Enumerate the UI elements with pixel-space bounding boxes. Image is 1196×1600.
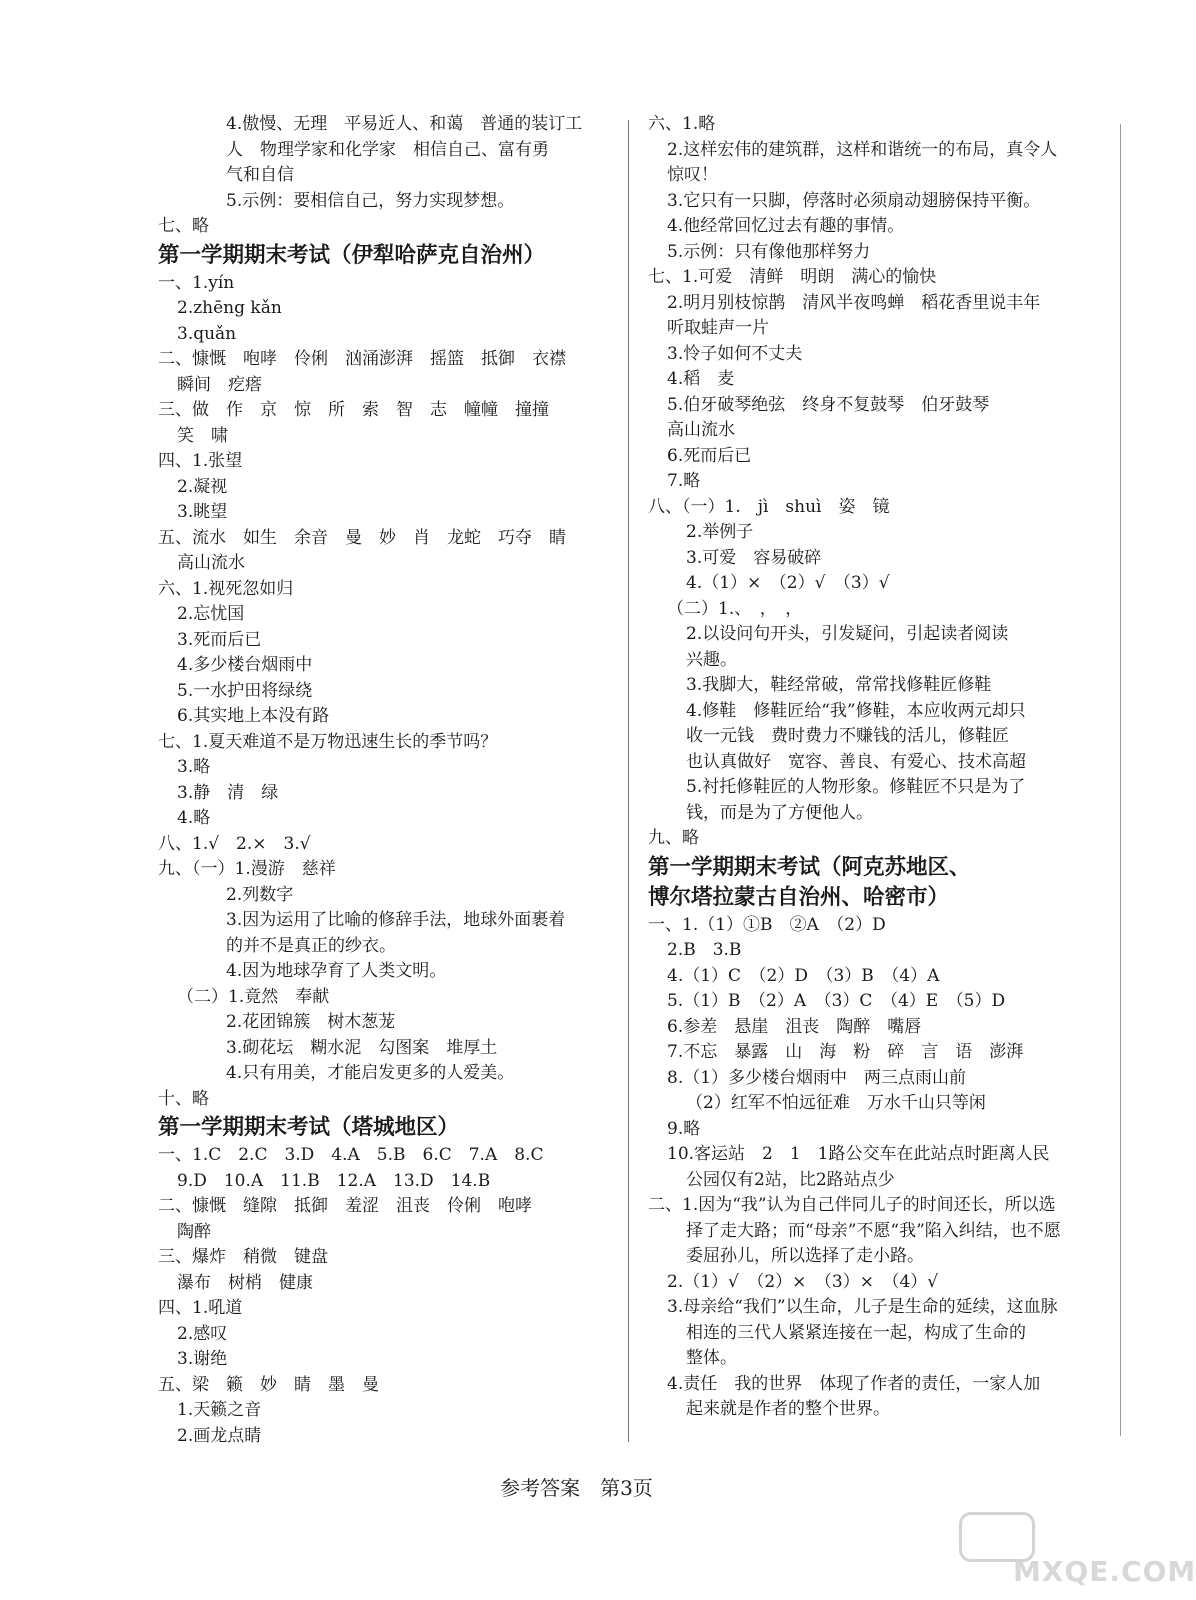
answer-line: 3.略 xyxy=(177,757,211,777)
answer-line: （二）1.、 ， ， xyxy=(667,598,803,619)
answer-line: 六、1.略 xyxy=(648,114,716,134)
answer-line: 五、梁 籁 妙 睛 墨 曼 xyxy=(158,1374,379,1395)
answer-line: 惊叹！ xyxy=(667,165,718,185)
answer-line: 五、流水 如生 余音 曼 妙 肖 龙蛇 巧夺 睛 xyxy=(158,527,566,548)
answer-line: 3.它只有一只脚，停落时必须扇动翅膀保持平衡。 xyxy=(667,190,1041,211)
answer-line: 2.B 3.B xyxy=(667,940,742,960)
answer-line: 也认真做好 宽容、善良、有爱心、技术高超 xyxy=(686,751,1026,772)
answer-line: 听取蛙声一片 xyxy=(667,318,769,338)
answer-line: 8.（1）多少楼台烟雨中 两三点雨山前 xyxy=(667,1067,967,1088)
answer-line: 九、略 xyxy=(648,828,699,848)
answer-line: 收一元钱 费时费力不赚钱的活儿，修鞋匠 xyxy=(686,726,1009,746)
answer-line: 4.只有用美，才能启发更多的人爱美。 xyxy=(226,1063,515,1083)
section-heading: 第一学期期末考试（塔城地区） xyxy=(158,1115,460,1140)
answer-line: 整体。 xyxy=(686,1348,737,1368)
answer-line: 瞬间 疙瘩 xyxy=(177,374,262,395)
answer-line: 兴趣。 xyxy=(686,649,737,670)
answer-line: 6.其实地上本没有路 xyxy=(177,706,330,726)
section-heading: 第一学期期末考试（阿克苏地区、 xyxy=(648,854,971,880)
answer-line: 陶醉 xyxy=(177,1221,211,1242)
section-heading: 博尔塔拉蒙古自治州、哈密市） xyxy=(648,884,950,910)
answer-line: 三、做 作 京 惊 所 索 智 志 幢幢 撞撞 xyxy=(158,400,549,420)
answer-line: 10.客运站 2 1 1路公交车在此站点时距离人民 xyxy=(667,1144,1050,1164)
answer-line: 3.眺望 xyxy=(177,502,228,522)
answer-line: 2.明月别枝惊鹊 清风半夜鸣蝉 稻花香里说丰年 xyxy=(667,292,1041,313)
answer-line: 公园仅有2站，比2路站点少 xyxy=(686,1169,895,1190)
answer-line: 7.略 xyxy=(667,471,701,491)
answer-line: 5.衬托修鞋匠的人物形象。修鞋匠不只是为了 xyxy=(686,777,1026,797)
answer-line: 5.示例：只有像他那样努力 xyxy=(667,241,871,262)
answer-line: 起来就是作者的整个世界。 xyxy=(686,1399,890,1419)
answer-line: 七、1.可爱 清鲜 明朗 满心的愉快 xyxy=(648,267,937,287)
answer-line: 6.死而后已 xyxy=(667,445,752,466)
answer-line: 三、爆炸 稍微 键盘 xyxy=(158,1247,328,1267)
right-column xyxy=(648,112,1108,1423)
answer-line: 2.花团锦簇 树木葱茏 xyxy=(226,1012,396,1032)
answer-line: 四、1.吼道 xyxy=(158,1298,243,1318)
answer-line: 3.quǎn xyxy=(177,323,237,344)
answer-line: 6.参差 悬崖 沮丧 陶醉 嘴唇 xyxy=(667,1016,922,1037)
answer-line: 4.因为地球孕育了人类文明。 xyxy=(226,961,447,981)
answer-line: 钱，而是为了方便他人。 xyxy=(686,802,873,823)
answer-line: 一、1.C 2.C 3.D 4.A 5.B 6.C 7.A 8.C xyxy=(158,1145,544,1165)
answer-line: 5.（1）B （2）A （3）C （4）E （5）D xyxy=(667,991,1006,1011)
answer-line: 4.傲慢、无理 平易近人、和蔼 普通的装订工 xyxy=(226,114,583,134)
answer-line: 4.（1）C （2）D （3）B （4）A xyxy=(667,965,940,986)
answer-line: 一、1.yín xyxy=(158,272,235,293)
answer-line: 7.不忘 暴露 山 海 粉 碎 言 语 澎湃 xyxy=(667,1042,1024,1062)
watermark-logo xyxy=(953,1508,1196,1590)
answer-line: 六、1.视死忽如归 xyxy=(158,578,294,599)
answer-line: 八、（一）1. jì shuì 姿 镜 xyxy=(648,496,890,517)
answer-line: 高山流水 xyxy=(177,553,245,573)
column-divider xyxy=(628,120,629,1442)
answer-line: 一、1.（1）①B ②A （2）D xyxy=(648,914,886,935)
answer-line: 二、慷慨 缝隙 抵御 羞涩 沮丧 伶俐 咆哮 xyxy=(158,1196,532,1216)
answer-line: 4.略 xyxy=(177,808,211,828)
answer-line: 气和自信 xyxy=(226,165,294,185)
answer-line: 委屈孙儿，所以选择了走小路。 xyxy=(686,1246,924,1266)
watermark-text: MXQE.COM xyxy=(1013,1555,1196,1588)
answer-line: 笑 啸 xyxy=(177,425,228,446)
answer-line: 2.凝视 xyxy=(177,476,228,497)
answer-line: 1.天籁之音 xyxy=(177,1400,262,1420)
answer-line: 2.举例子 xyxy=(686,522,754,542)
answer-line: 3.静 清 绿 xyxy=(177,782,279,803)
right-border-line xyxy=(1120,124,1121,1436)
answer-line: 3.我脚大，鞋经常破，常常找修鞋匠修鞋 xyxy=(686,675,992,695)
answer-line: 七、略 xyxy=(158,216,209,236)
answer-line: 3.可爱 容易破碎 xyxy=(686,547,822,568)
answer-line: 四、1.张望 xyxy=(158,451,243,471)
left-column xyxy=(158,112,620,1449)
answer-line: 4.稻 麦 xyxy=(667,369,735,389)
answer-line: （二）1.竟然 奉献 xyxy=(177,986,330,1007)
answer-line: 3.死而后已 xyxy=(177,629,262,650)
answer-line: 相连的三代人紧紧连接在一起，构成了生命的 xyxy=(686,1322,1026,1343)
answer-line: 九、（一）1.漫游 慈祥 xyxy=(158,859,336,879)
answer-line: 高山流水 xyxy=(667,420,735,440)
answer-line: 3.因为运用了比喻的修辞手法，地球外面裹着 xyxy=(226,910,566,930)
answer-line: 3.谢绝 xyxy=(177,1349,228,1369)
answer-line: 的并不是真正的纱衣。 xyxy=(226,935,396,956)
answer-line: 9.D 10.A 11.B 12.A 13.D 14.B xyxy=(177,1170,491,1191)
answer-line: 4.责任 我的世界 体现了作者的责任，一家人加 xyxy=(667,1373,1041,1394)
answer-line: 十、略 xyxy=(158,1088,209,1109)
answer-line: 二、1.因为“我”认为自己伴同儿子的时间还长，所以选 xyxy=(648,1195,1056,1215)
answer-line: 5.伯牙破琴绝弦 终身不复鼓琴 伯牙鼓琴 xyxy=(667,394,990,415)
answer-line: 2.列数字 xyxy=(226,884,294,905)
answer-line: 3.砌花坛 糊水泥 勾图案 堆厚土 xyxy=(226,1037,498,1058)
answer-line: 9.略 xyxy=(667,1118,701,1139)
answer-line: 2.忘忧国 xyxy=(177,604,245,624)
answer-line: 4.多少楼台烟雨中 xyxy=(177,655,313,675)
answer-line: 二、慷慨 咆哮 伶俐 汹涌澎湃 摇篮 抵御 衣襟 xyxy=(158,349,566,369)
answer-line: 5.示例：要相信自己，努力实现梦想。 xyxy=(226,190,515,211)
page-footer: 参考答案 第3页 xyxy=(500,1476,653,1500)
section-heading: 第一学期期末考试（伊犁哈萨克自治州） xyxy=(158,242,546,268)
answer-line: 2.画龙点睛 xyxy=(177,1425,262,1446)
answer-line: 2.这样宏伟的建筑群，这样和谐统一的布局，真令人 xyxy=(667,139,1058,160)
answer-line: 3.怜子如何不丈夫 xyxy=(667,343,803,364)
answer-line: 瀑布 树梢 健康 xyxy=(177,1272,313,1293)
answer-line: 人 物理学家和化学家 相信自己、富有勇 xyxy=(226,139,549,160)
answer-line: 2.zhēng kǎn xyxy=(177,298,282,318)
answer-line: 5.一水护田将绿绕 xyxy=(177,680,313,701)
answer-line: 2.感叹 xyxy=(177,1323,228,1344)
answer-line: 八、1.√ 2.× 3.√ xyxy=(158,833,311,854)
answer-line: 4.（1）× （2）√ （3）√ xyxy=(686,573,890,593)
answer-line: 3.母亲给“我们”以生命，儿子是生命的延续，这血脉 xyxy=(667,1297,1058,1317)
answer-line: （2）红军不怕远征难 万水千山只等闲 xyxy=(686,1093,986,1113)
answer-line: 2.以设问句开头，引发疑问，引起读者阅读 xyxy=(686,624,1009,644)
answer-line: 4.修鞋 修鞋匠给“我”修鞋，本应收两元却只 xyxy=(686,700,1026,721)
answer-line: 2.（1）√ （2）× （3）× （4）√ xyxy=(667,1271,939,1292)
answer-line: 择了走大路；而“母亲”不愿“我”陷入纠结，也不愿 xyxy=(686,1220,1061,1241)
answer-line: 4.他经常回忆过去有趣的事情。 xyxy=(667,216,905,236)
answer-line: 七、1.夏天难道不是万物迅速生长的季节吗？ xyxy=(158,731,498,752)
